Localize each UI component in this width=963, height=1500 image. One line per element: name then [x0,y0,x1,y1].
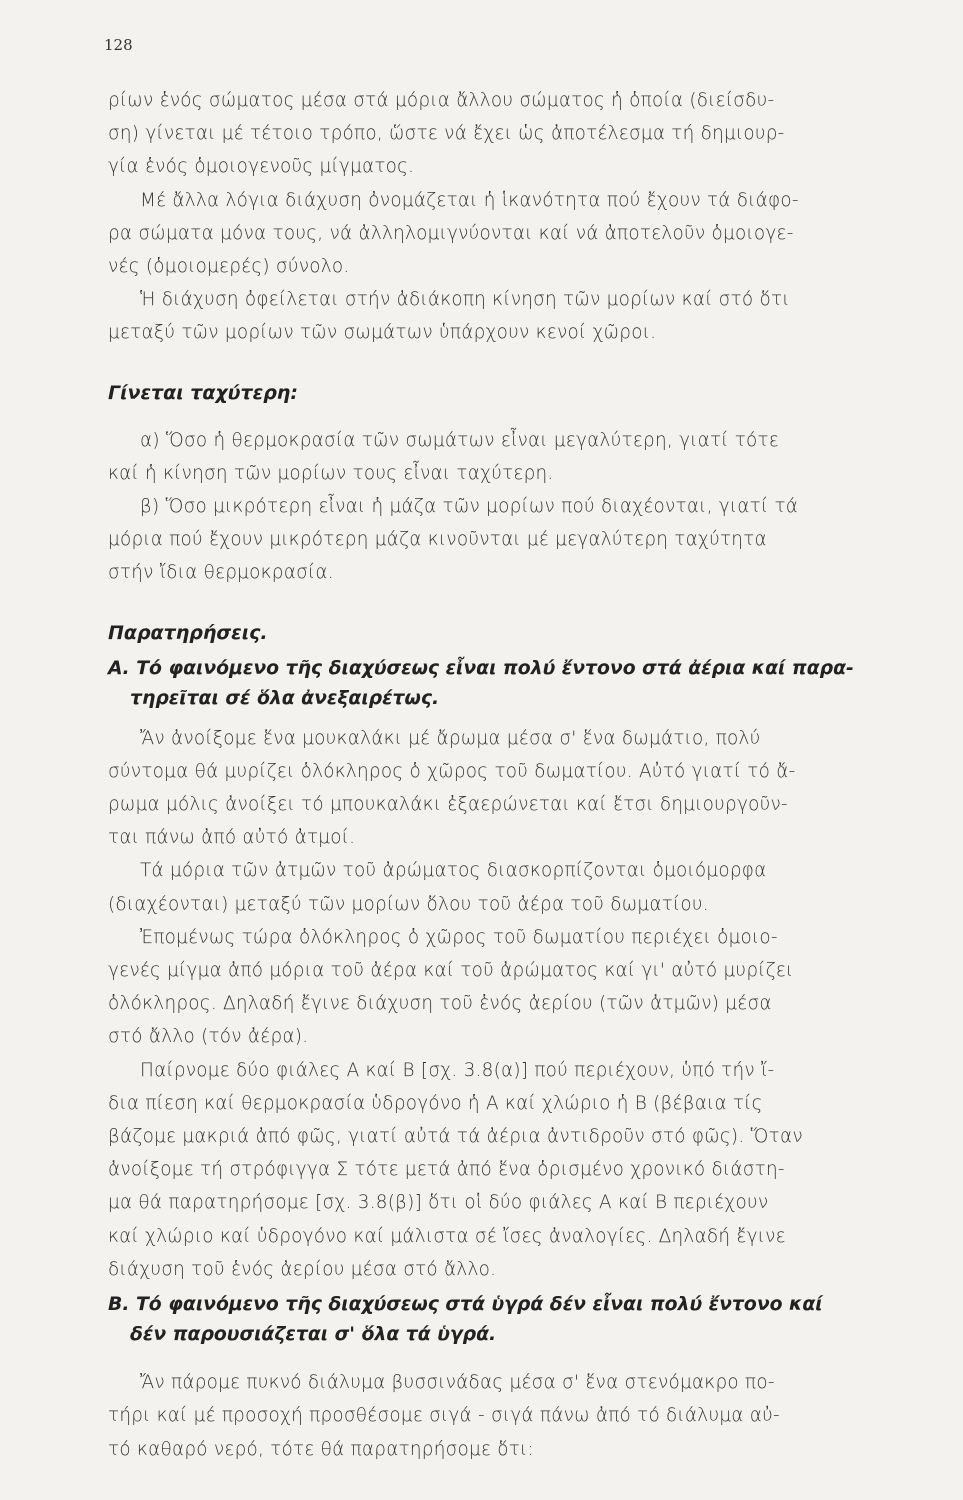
text-line: ρα σώματα μόνα τους, νά ἀλληλομιγνύονται καί νά ἀποτελοῦν ὁμοιογε- [108,222,794,244]
paragraph-cause [108,283,928,349]
text-line: ρίων ἑνός σώματος μέσα στά μόρια ἄλλου σώματος ἡ ὁποία (διείσδυ- [108,90,775,111]
heading-faster: Γίνεται ταχύτερη: [108,381,298,404]
text-line: βάζομε μακριά ἀπό φῶς, γιατί αὐτά τά ἀέρια ἀντιδροῦν στό φῶς). Ὅταν [108,1126,803,1148]
text-line: διάχυση τοῦ ἑνός ἀερίου μέσα στό ἄλλο. [108,1258,497,1280]
text-line: Παίρνομε δύο φιάλες Α καί Β [σχ. 3.8(α)] πού περιέχουν, ὑπό τήν ἴ- [140,1059,775,1081]
text-line: ἀνοίξομε τή στρόφιγγα Σ τότε μετά ἀπό ἕνα ὁρισμένο χρονικό διάστη- [108,1159,785,1181]
list-item-a [108,424,928,490]
subheading-liquids [108,1290,928,1350]
paragraph-cherry-syrup [108,1366,928,1466]
text-line: α) Ὅσο ἡ θερμοκρασία τῶν σωμάτων εἶναι μεγαλύτερη, γιατί τότε [140,429,780,451]
text-line: ὁλόκληρος. Δηλαδή ἔγινε διάχυση τοῦ ἑνός ἀερίου (τῶν ἀτμῶν) μέσα [108,993,772,1015]
text-line: Μέ ἄλλα λόγια διάχυση ὀνομάζεται ἡ ἱκανότητα πού ἔχουν τά διάφο- [140,189,799,211]
text-line: (διαχέονται) μεταξύ τῶν μορίων ὅλου τοῦ ἀέρα τοῦ δωματίου. [108,893,709,915]
text-line: Α. Τό φαινόμενο τῆς διαχύσεως εἶναι πολύ ἔντονο στά ἀέρια καί παρα- [108,657,854,679]
paragraph-mixture [108,921,928,1054]
paragraph-other-words [108,184,928,284]
text-line: μα θά παρατηρήσομε [σχ. 3.8(β)] ὅτι οἱ δύο φιάλες Α καί Β περιέχουν [108,1192,769,1214]
text-line: ται πάνω ἀπό αὐτό ἀτμοί. [108,827,356,849]
text-line: Ἄν ἀνοίξομε ἕνα μουκαλάκι μέ ἄρωμα μέσα σ' ἕνα δωμάτιο, πολύ [140,727,761,749]
text-line: Ἡ διάχυση ὀφείλεται στήν ἀδιάκοπη κίνηση τῶν μορίων καί στό ὅτι [140,289,790,311]
text-line: καί χλώριο καί ὑδρογόνο καί μάλιστα σέ ἴσες ἀναλογίες. Δηλαδή ἔγινε [108,1225,786,1247]
text-line: τηρεῖται σέ ὅλα ἀνεξαιρέτως. [130,687,440,709]
heading-observations: Παρατηρήσεις. [108,621,268,644]
text-line: τό καθαρό νερό, τότε θά παρατηρήσομε ὅτι: [108,1438,534,1460]
text-line: μεταξύ τῶν μορίων τῶν σωμάτων ὑπάρχουν κενοί χῶροι. [108,322,657,344]
text-line: στήν ἴδια θερμοκρασία. [108,562,334,584]
page-number: 128 [104,36,133,54]
text-line: σύντομα θά μυρίζει ὁλόκληρος ὁ χῶρος τοῦ δωματίου. Αὐτό γιατί τό ἄ- [108,760,796,782]
text-line: γενές μίγμα ἀπό μόρια τοῦ ἀέρα καί τοῦ ἀρώματος καί γι' αὐτό μυρίζει [108,960,794,982]
paragraph-definition-end [108,84,928,184]
text-line: μόρια πού ἔχουν μικρότερη μάζα κινοῦνται μέ μεγαλύτερη ταχύτητα [108,529,767,551]
list-item-b [108,490,928,590]
text-line: δια πίεση καί θερμοκρασία ὑδρογόνο ἡ Α καί χλώριο ἡ Β (βέβαια τίς [108,1092,763,1114]
text-line: ρωμα μόλις ἀνοίξει τό μπουκαλάκι ἐξαερώνεται καί ἔτσι δημιουργοῦν- [108,794,788,816]
text-line: β) Ὅσο μικρότερη εἶναι ἡ μάζα τῶν μορίων πού διαχέονται, γιατί τά [140,496,799,518]
subheading-gases [108,654,928,714]
text-line: δέν παρουσιάζεται σ' ὅλα τά ὑγρά. [130,1324,497,1346]
text-line: Τά μόρια τῶν ἀτμῶν τοῦ ἀρώματος διασκορπίζονται ὁμοιόμορφα [140,860,767,882]
text-line: στό ἄλλο (τόν ἀέρα). [108,1026,309,1048]
paragraph-flasks [108,1054,928,1286]
text-line: τήρι καί μέ προσοχή προσθέσομε σιγά - σιγά πάνω ἀπό τό διάλυμα αὐ- [108,1405,780,1427]
paragraph-vapour-molecules [108,854,928,920]
paragraph-perfume [108,722,928,855]
text-line: Ἐπομένως τώρα ὁλόκληρος ὁ χῶρος τοῦ δωματίου περιέχει ὁμοιο- [140,926,778,948]
text-line: νές (ὁμοιομερές) σύνολο. [108,256,350,278]
text-line: Ἄν πάρομε πυκνό διάλυμα βυσσινάδας μέσα σ' ἕνα στενόμακρο πο- [140,1372,775,1394]
text-line: ση) γίνεται μέ τέτοιο τρόπο, ὥστε νά ἔχει ὡς ἀποτέλεσμα τή δημιουρ- [108,123,785,145]
page-body [108,84,928,1466]
text-line: Β. Τό φαινόμενο τῆς διαχύσεως στά ὑγρά δέν εἶναι πολύ ἔντονο καί [108,1294,823,1316]
text-line: γία ἑνός ὁμοιογενοῦς μίγματος. [108,156,415,178]
text-line: καί ἡ κίνηση τῶν μορίων τους εἶναι ταχύτερη. [108,462,554,484]
